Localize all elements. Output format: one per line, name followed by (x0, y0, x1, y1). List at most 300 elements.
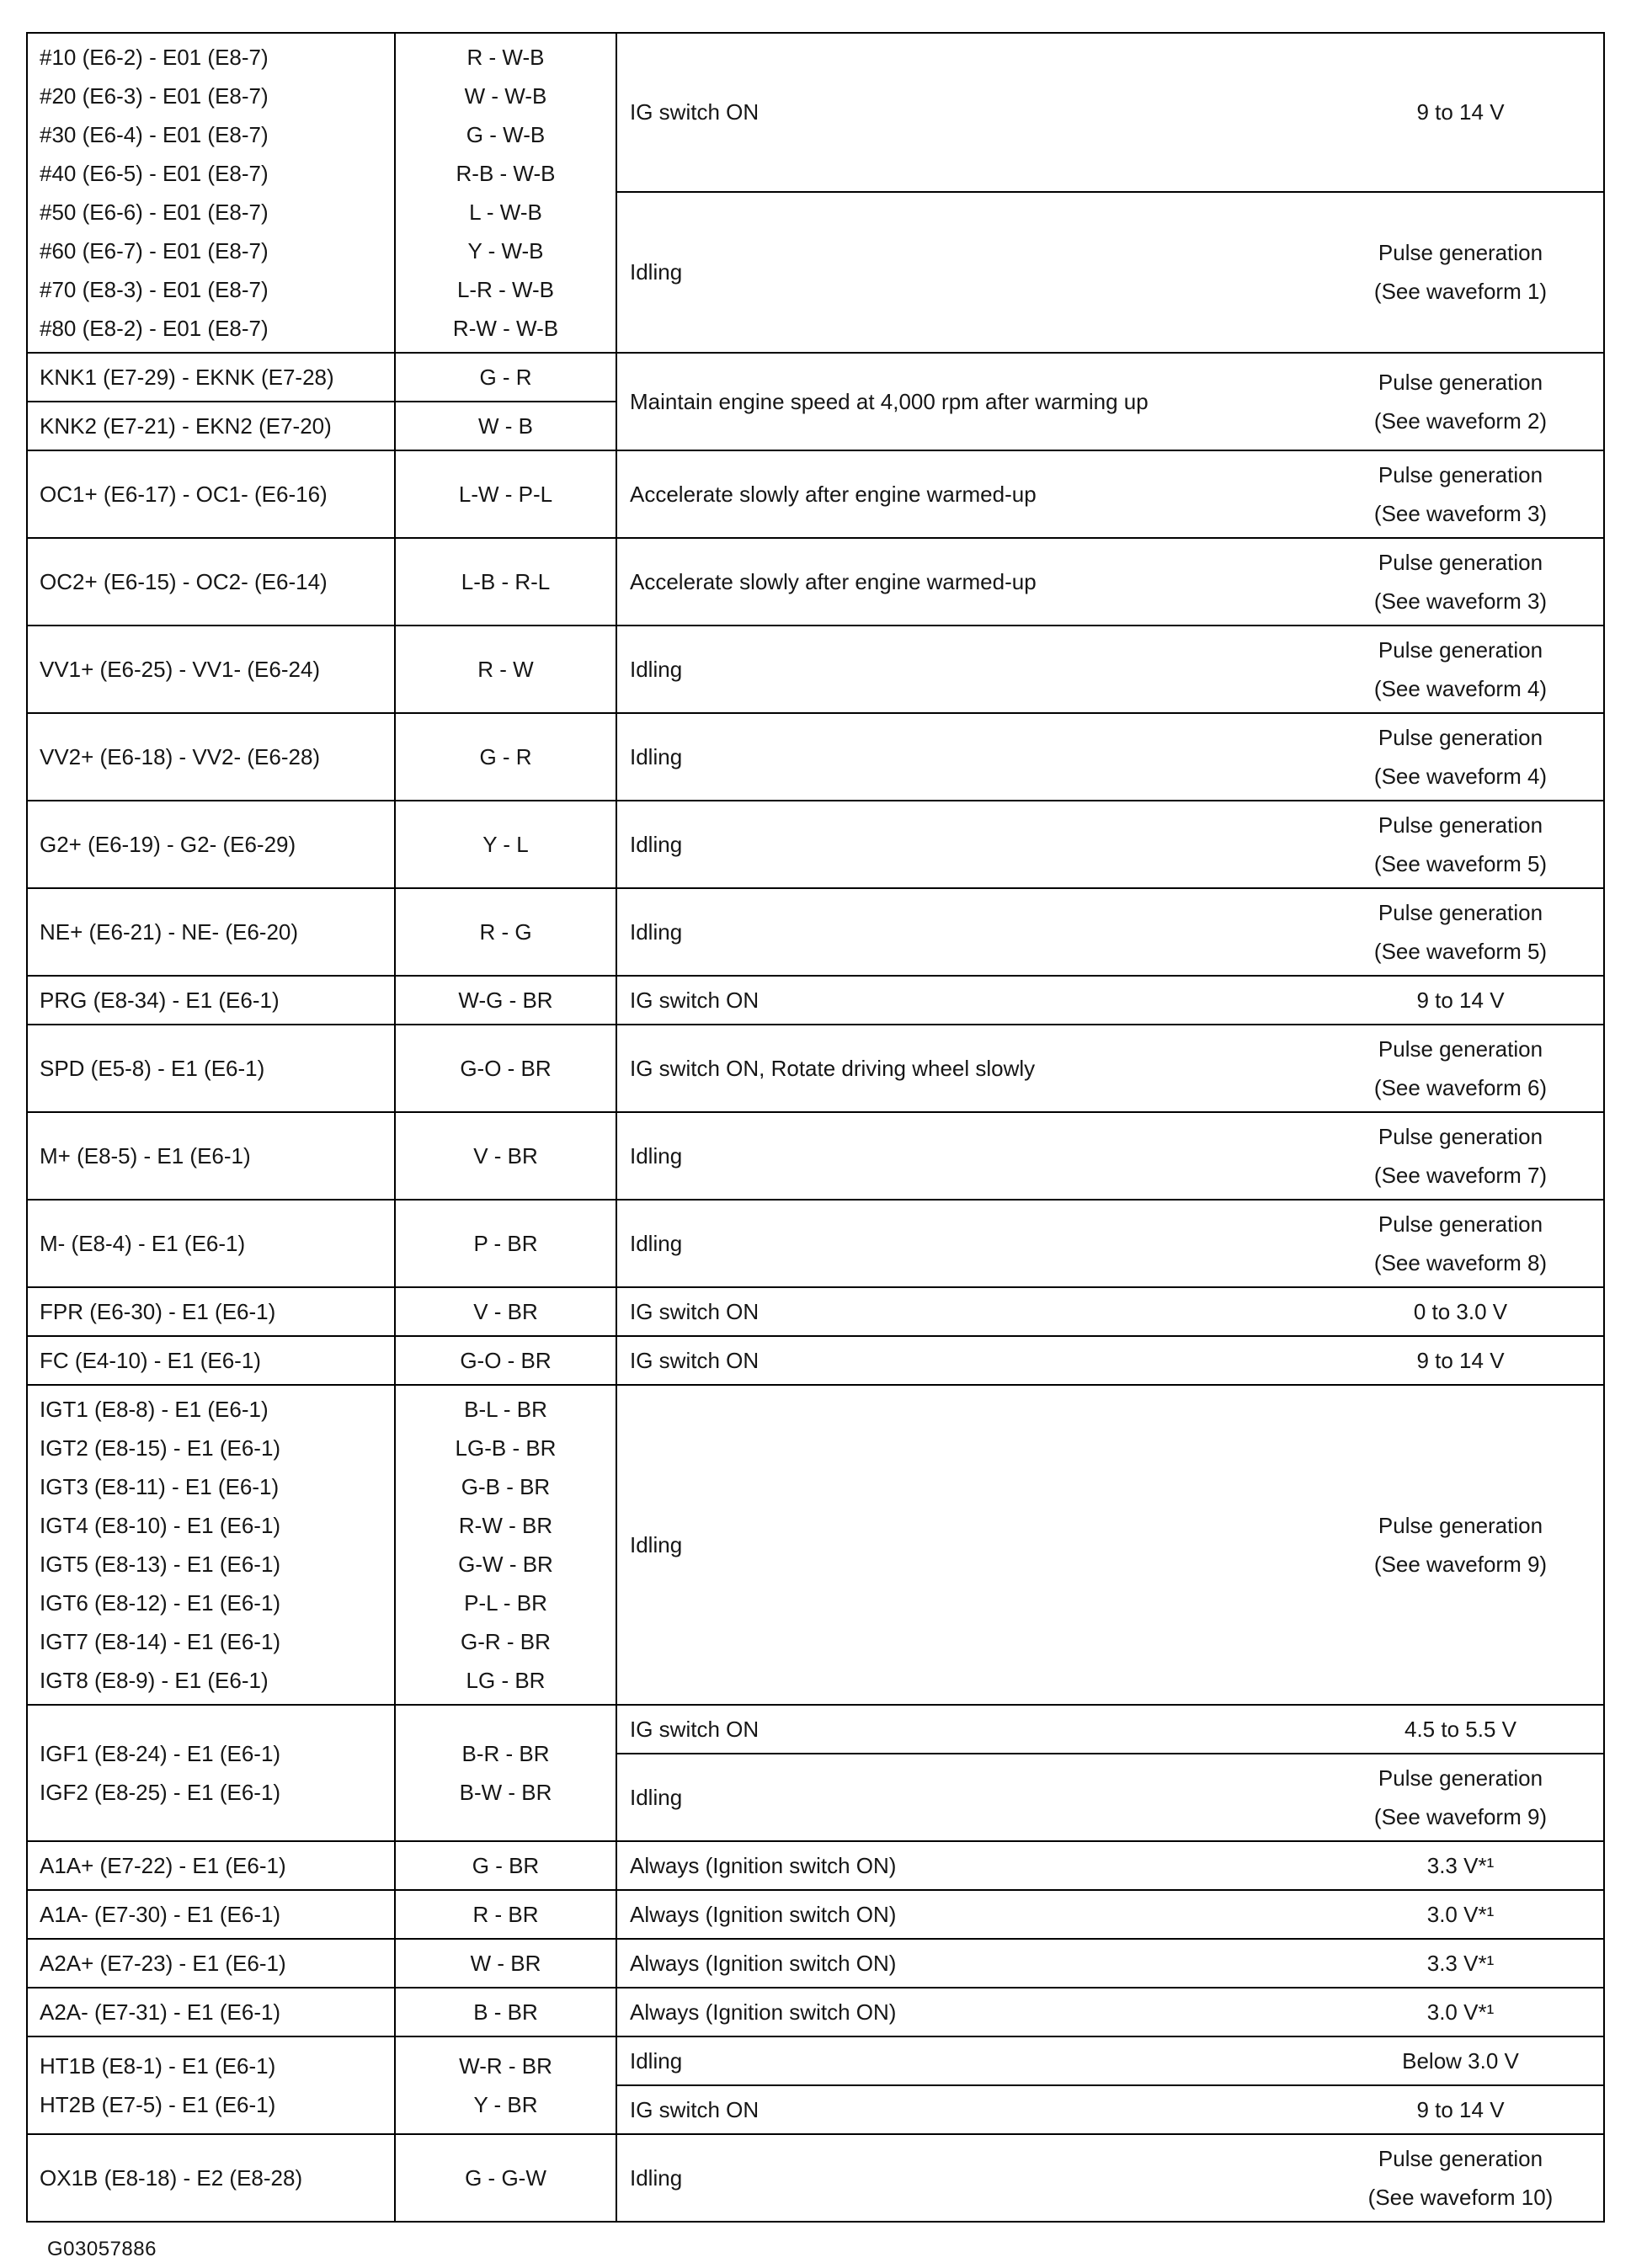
condition-cell (617, 1842, 1318, 1889)
value-text: 9 to 14 V (1416, 1348, 1505, 1373)
table-row (28, 1335, 1603, 1384)
terminal-text: VV2+ (E6-18) - VV2- (E6-28) (40, 744, 321, 769)
terminal-color-group (28, 1386, 617, 1704)
terminal-subrow (28, 401, 616, 450)
condition-value-group (617, 626, 1603, 712)
terminal-subrow (28, 889, 616, 975)
terminal-cell (28, 1288, 396, 1335)
condition-cell (617, 1386, 1318, 1704)
terminal-cell (28, 801, 396, 887)
condition-cell (617, 1337, 1318, 1384)
wire-color-cell (396, 1025, 616, 1111)
terminal-subrow (28, 539, 616, 625)
wire-color-cell (396, 977, 616, 1024)
terminal-subrow (28, 1201, 616, 1286)
terminal-subrow (28, 1891, 616, 1938)
wire-color-text: R - G (479, 919, 532, 945)
value-cell (1318, 1706, 1603, 1753)
value-text: Below 3.0 V (1402, 2048, 1519, 2074)
value-text: Pulse generation (1378, 812, 1543, 838)
wire-color-text: G - R (479, 365, 532, 390)
terminal-cell (28, 1940, 396, 1987)
table-row (28, 1987, 1603, 2036)
terminal-color-group (28, 626, 617, 712)
terminal-color-group (28, 1940, 617, 1987)
terminal-color-group (28, 1113, 617, 1199)
wire-color-text: G - W-B (466, 122, 546, 147)
terminal-text: OC1+ (E6-17) - OC1- (E6-16) (40, 482, 328, 507)
terminal-text: IGT4 (E8-10) - E1 (E6-1) (40, 1513, 281, 1538)
value-cell (1318, 1386, 1603, 1704)
value-cell (1318, 193, 1603, 352)
terminal-cell (28, 1201, 396, 1286)
terminal-color-group (28, 1706, 617, 1840)
table-row (28, 1840, 1603, 1889)
condition-subrow (617, 191, 1603, 352)
terminal-color-group (28, 1025, 617, 1111)
terminal-text: KNK1 (E7-29) - EKNK (E7-28) (40, 365, 334, 390)
condition-value-group (617, 889, 1603, 975)
terminal-text: IGT2 (E8-15) - E1 (E6-1) (40, 1435, 281, 1461)
value-text: Pulse generation (1378, 2146, 1543, 2171)
condition-text: Idling (630, 1143, 683, 1169)
terminal-text: IGT5 (E8-13) - E1 (E6-1) (40, 1552, 281, 1577)
terminal-subrow (28, 1706, 616, 1840)
value-text: (See waveform 8) (1373, 1250, 1548, 1275)
wire-color-cell (396, 1337, 616, 1384)
wire-color-cell (396, 889, 616, 975)
value-text: Pulse generation (1378, 1124, 1543, 1149)
wire-color-text: B-R - BR (461, 1741, 550, 1766)
wire-color-cell (396, 1288, 616, 1335)
table-row (28, 1704, 1603, 1840)
condition-cell (617, 1891, 1318, 1938)
terminal-subrow (28, 1025, 616, 1111)
table-row (28, 1938, 1603, 1987)
condition-cell (617, 1940, 1318, 1987)
condition-text: Maintain engine speed at 4,000 rpm after warming up (630, 389, 1149, 414)
condition-subrow (617, 354, 1603, 450)
value-cell (1318, 34, 1603, 191)
terminal-cell (28, 2037, 396, 2133)
terminal-cell (28, 889, 396, 975)
terminal-color-group (28, 2135, 617, 2221)
condition-value-group (617, 451, 1603, 537)
wire-color-cell (396, 1988, 616, 2036)
condition-text: Idling (630, 1231, 683, 1256)
condition-text: Idling (630, 832, 683, 857)
value-text: 4.5 to 5.5 V (1404, 1717, 1516, 1742)
wire-color-text: V - BR (473, 1143, 538, 1169)
terminal-text: SPD (E5-8) - E1 (E6-1) (40, 1056, 265, 1081)
condition-cell (617, 801, 1318, 887)
value-cell (1318, 1337, 1603, 1384)
wire-color-text: Y - W-B (467, 238, 544, 264)
terminal-text: #40 (E6-5) - E01 (E8-7) (40, 161, 269, 186)
condition-subrow (617, 1753, 1603, 1840)
wire-color-text: G - R (479, 744, 532, 769)
wire-color-text: G - G-W (465, 2165, 546, 2191)
terminal-text: M- (E8-4) - E1 (E6-1) (40, 1231, 246, 1256)
value-cell (1318, 1842, 1603, 1889)
terminal-subrow (28, 1940, 616, 1987)
terminal-text: FPR (E6-30) - E1 (E6-1) (40, 1299, 276, 1324)
terminal-text: IGF2 (E8-25) - E1 (E6-1) (40, 1780, 281, 1805)
condition-value-group (617, 977, 1603, 1024)
terminal-color-group (28, 1988, 617, 2036)
condition-text: Idling (630, 2048, 683, 2074)
value-text: Pulse generation (1378, 1211, 1543, 1237)
table-row (28, 1111, 1603, 1199)
condition-text: IG switch ON (630, 2097, 760, 2122)
wire-color-cell (396, 714, 616, 800)
table-row (28, 2133, 1603, 2221)
terminal-text: OC2+ (E6-15) - OC2- (E6-14) (40, 569, 328, 594)
value-cell (1318, 801, 1603, 887)
condition-subrow (617, 1386, 1603, 1704)
condition-cell (617, 2037, 1318, 2084)
terminal-text: HT2B (E7-5) - E1 (E6-1) (40, 2092, 276, 2117)
condition-cell (617, 1288, 1318, 1335)
terminal-text: NE+ (E6-21) - NE- (E6-20) (40, 919, 299, 945)
terminal-cell (28, 1842, 396, 1889)
condition-value-group (617, 1386, 1603, 1704)
condition-cell (617, 889, 1318, 975)
wire-color-text: L - W-B (469, 200, 542, 225)
value-text: (See waveform 10) (1367, 2185, 1554, 2210)
terminal-text: #60 (E6-7) - E01 (E8-7) (40, 238, 269, 264)
condition-cell (617, 2086, 1318, 2133)
condition-text: Accelerate slowly after engine warmed-up (630, 482, 1037, 507)
value-cell (1318, 714, 1603, 800)
terminal-subrow (28, 801, 616, 887)
wire-color-text: R - BR (472, 1902, 539, 1927)
wire-color-text: R - W-B (466, 45, 545, 70)
terminal-text: M+ (E8-5) - E1 (E6-1) (40, 1143, 251, 1169)
terminal-subrow (28, 1988, 616, 2036)
terminal-text: #20 (E6-3) - E01 (E8-7) (40, 83, 269, 109)
terminal-color-group (28, 714, 617, 800)
value-text: (See waveform 2) (1373, 408, 1548, 434)
terminal-subrow (28, 2037, 616, 2133)
condition-subrow (617, 2037, 1603, 2084)
value-cell (1318, 1201, 1603, 1286)
terminal-color-group (28, 539, 617, 625)
condition-subrow (617, 2084, 1603, 2133)
value-text: Pulse generation (1378, 1765, 1543, 1791)
terminal-text: KNK2 (E7-21) - EKN2 (E7-20) (40, 413, 332, 439)
table-row (28, 800, 1603, 887)
wire-color-text: LG-B - BR (455, 1435, 557, 1461)
condition-cell (617, 539, 1318, 625)
wire-color-cell (396, 34, 616, 352)
wire-color-cell (396, 451, 616, 537)
condition-value-group (617, 539, 1603, 625)
terminal-subrow (28, 1288, 616, 1335)
terminal-color-group (28, 977, 617, 1024)
wire-color-cell (396, 539, 616, 625)
condition-value-group (617, 801, 1603, 887)
wire-color-cell (396, 2037, 616, 2133)
condition-value-group (617, 1201, 1603, 1286)
value-text: (See waveform 9) (1373, 1804, 1548, 1829)
value-cell (1318, 1113, 1603, 1199)
terminal-color-group (28, 801, 617, 887)
table-row (28, 712, 1603, 800)
wire-color-text: B-L - BR (464, 1397, 547, 1422)
value-text: 0 to 3.0 V (1413, 1299, 1508, 1324)
terminal-cell (28, 977, 396, 1024)
value-text: Pulse generation (1378, 240, 1543, 266)
condition-cell (617, 714, 1318, 800)
terminal-subrow (28, 977, 616, 1024)
terminal-cell (28, 2135, 396, 2221)
condition-text: Idling (630, 1785, 683, 1810)
terminal-cell (28, 714, 396, 800)
table-row (28, 1384, 1603, 1704)
condition-text: IG switch ON (630, 988, 760, 1013)
terminal-cell (28, 34, 396, 352)
condition-text: Idling (630, 1532, 683, 1557)
wire-color-text: G-R - BR (461, 1629, 551, 1654)
value-cell (1318, 2037, 1603, 2084)
wire-color-text: P - BR (473, 1231, 538, 1256)
value-cell (1318, 354, 1603, 450)
terminal-subrow (28, 626, 616, 712)
condition-text: Idling (630, 259, 683, 285)
wire-color-text: LG - BR (466, 1668, 546, 1693)
table-row (28, 34, 1603, 352)
terminal-subrow (28, 2135, 616, 2221)
terminal-color-group (28, 451, 617, 537)
condition-subrow (617, 2135, 1603, 2221)
condition-text: IG switch ON, Rotate driving wheel slowly (630, 1056, 1036, 1081)
condition-subrow (617, 1113, 1603, 1199)
value-text: Pulse generation (1378, 900, 1543, 925)
terminal-text: #50 (E6-6) - E01 (E8-7) (40, 200, 269, 225)
terminal-subrow (28, 451, 616, 537)
wire-color-text: L-W - P-L (458, 482, 553, 507)
terminal-color-group (28, 2037, 617, 2133)
terminal-cell (28, 354, 396, 401)
table-row (28, 1024, 1603, 1111)
condition-cell (617, 1754, 1318, 1840)
wire-color-text: W - B (478, 413, 533, 439)
value-text: Pulse generation (1378, 370, 1543, 395)
terminal-text: #80 (E8-2) - E01 (E8-7) (40, 316, 269, 341)
terminal-text: FC (E4-10) - E1 (E6-1) (40, 1348, 261, 1373)
wire-color-text: G-O - BR (460, 1348, 552, 1373)
condition-text: IG switch ON (630, 1299, 760, 1324)
condition-cell (617, 1113, 1318, 1199)
wire-color-text: Y - L (482, 832, 529, 857)
terminal-cell (28, 1113, 396, 1199)
condition-subrow (617, 1288, 1603, 1335)
wire-color-cell (396, 1940, 616, 1987)
condition-cell (617, 1988, 1318, 2036)
value-cell (1318, 626, 1603, 712)
terminal-subrow (28, 1113, 616, 1199)
condition-cell (617, 2135, 1318, 2221)
wire-color-text: V - BR (473, 1299, 538, 1324)
wire-color-cell (396, 354, 616, 401)
table-row (28, 1286, 1603, 1335)
terminal-subrow (28, 354, 616, 401)
condition-value-group (617, 2037, 1603, 2133)
wire-color-cell (396, 2135, 616, 2221)
condition-subrow (617, 1201, 1603, 1286)
wire-color-cell (396, 1891, 616, 1938)
condition-subrow (617, 889, 1603, 975)
value-cell (1318, 1940, 1603, 1987)
value-cell (1318, 1288, 1603, 1335)
terminal-text: PRG (E8-34) - E1 (E6-1) (40, 988, 280, 1013)
terminal-text: A2A+ (E7-23) - E1 (E6-1) (40, 1951, 286, 1976)
condition-cell (617, 354, 1318, 450)
terminal-cell (28, 1025, 396, 1111)
condition-value-group (617, 1025, 1603, 1111)
condition-subrow (617, 1842, 1603, 1889)
value-text: (See waveform 5) (1373, 939, 1548, 964)
condition-value-group (617, 1940, 1603, 1987)
condition-subrow (617, 451, 1603, 537)
terminal-color-group (28, 1201, 617, 1286)
value-cell (1318, 1025, 1603, 1111)
condition-text: Accelerate slowly after engine warmed-up (630, 569, 1037, 594)
wire-color-cell (396, 626, 616, 712)
value-text: 3.0 V*¹ (1426, 1902, 1495, 1927)
value-cell (1318, 2086, 1603, 2133)
terminal-text: #30 (E6-4) - E01 (E8-7) (40, 122, 269, 147)
wire-color-cell (396, 1706, 616, 1840)
table-row (28, 625, 1603, 712)
condition-text: Idling (630, 919, 683, 945)
value-text: 9 to 14 V (1416, 988, 1505, 1013)
figure-id: G03057886 (47, 2238, 157, 2260)
terminal-cell (28, 626, 396, 712)
value-text: Pulse generation (1378, 637, 1543, 663)
terminal-cell (28, 1337, 396, 1384)
condition-value-group (617, 1113, 1603, 1199)
condition-text: IG switch ON (630, 99, 760, 125)
table-row (28, 450, 1603, 537)
wire-color-cell (396, 1386, 616, 1704)
wire-color-cell (396, 801, 616, 887)
wire-color-text: B - BR (473, 1999, 538, 2025)
wire-color-text: R-W - BR (458, 1513, 553, 1538)
wire-color-cell (396, 1201, 616, 1286)
terminal-text: IGT8 (E8-9) - E1 (E6-1) (40, 1668, 269, 1693)
condition-value-group (617, 1891, 1603, 1938)
terminal-text: IGT7 (E8-14) - E1 (E6-1) (40, 1629, 281, 1654)
condition-text: IG switch ON (630, 1717, 760, 1742)
wire-color-cell (396, 1113, 616, 1199)
wire-color-text: R - W (477, 657, 534, 682)
terminal-color-group (28, 1891, 617, 1938)
value-text: 3.3 V*¹ (1426, 1951, 1495, 1976)
terminal-voltage-table (26, 32, 1605, 2223)
condition-subrow (617, 1706, 1603, 1753)
terminal-text: OX1B (E8-18) - E2 (E8-28) (40, 2165, 303, 2191)
terminal-text: A1A- (E7-30) - E1 (E6-1) (40, 1902, 281, 1927)
value-text: 3.3 V*¹ (1426, 1853, 1495, 1878)
terminal-text: VV1+ (E6-25) - VV1- (E6-24) (40, 657, 321, 682)
table-row (28, 352, 1603, 450)
condition-subrow (617, 34, 1603, 191)
condition-value-group (617, 1706, 1603, 1840)
terminal-text: A1A+ (E7-22) - E1 (E6-1) (40, 1853, 286, 1878)
terminal-subrow (28, 1337, 616, 1384)
value-cell (1318, 1988, 1603, 2036)
condition-cell (617, 1706, 1318, 1753)
condition-cell (617, 1201, 1318, 1286)
terminal-text: IGT3 (E8-11) - E1 (E6-1) (40, 1474, 280, 1499)
condition-text: Always (Ignition switch ON) (630, 1951, 897, 1976)
condition-value-group (617, 34, 1603, 352)
table-row (28, 975, 1603, 1024)
terminal-cell (28, 1988, 396, 2036)
wire-color-cell (396, 402, 616, 450)
terminal-cell (28, 1706, 396, 1840)
condition-text: Always (Ignition switch ON) (630, 1902, 897, 1927)
value-text: Pulse generation (1378, 1036, 1543, 1062)
wire-color-text: B-W - BR (459, 1780, 552, 1805)
value-cell (1318, 1754, 1603, 1840)
wire-color-text: R-B - W-B (456, 161, 556, 186)
terminal-text: #10 (E6-2) - E01 (E8-7) (40, 45, 269, 70)
condition-value-group (617, 2135, 1603, 2221)
wire-color-text: Y - BR (473, 2092, 538, 2117)
value-text: (See waveform 6) (1373, 1075, 1548, 1100)
condition-subrow (617, 1337, 1603, 1384)
condition-text: IG switch ON (630, 1348, 760, 1373)
wire-color-text: G-O - BR (460, 1056, 552, 1081)
terminal-cell (28, 402, 396, 450)
wire-color-text: W-R - BR (459, 2053, 552, 2079)
terminal-text: IGT6 (E8-12) - E1 (E6-1) (40, 1590, 281, 1616)
wire-color-text: L-R - W-B (456, 277, 555, 302)
terminal-color-group (28, 1288, 617, 1335)
condition-subrow (617, 626, 1603, 712)
wire-color-text: L-B - R-L (461, 569, 551, 594)
value-text: 9 to 14 V (1416, 99, 1505, 125)
condition-subrow (617, 1891, 1603, 1938)
condition-cell (617, 977, 1318, 1024)
terminal-cell (28, 539, 396, 625)
value-text: Pulse generation (1378, 725, 1543, 750)
value-text: 9 to 14 V (1416, 2097, 1505, 2122)
wire-color-text: G-B - BR (461, 1474, 551, 1499)
wire-color-text: P-L - BR (464, 1590, 547, 1616)
value-cell (1318, 539, 1603, 625)
condition-subrow (617, 801, 1603, 887)
terminal-subrow (28, 714, 616, 800)
condition-subrow (617, 539, 1603, 625)
value-text: Pulse generation (1378, 462, 1543, 487)
condition-text: Always (Ignition switch ON) (630, 1853, 897, 1878)
terminal-color-group (28, 1337, 617, 1384)
wire-color-text: G-W - BR (458, 1552, 553, 1577)
terminal-color-group (28, 1842, 617, 1889)
value-text: (See waveform 9) (1373, 1552, 1548, 1577)
value-cell (1318, 451, 1603, 537)
value-text: (See waveform 4) (1373, 764, 1548, 789)
value-cell (1318, 2135, 1603, 2221)
condition-value-group (617, 1337, 1603, 1384)
condition-value-group (617, 1988, 1603, 2036)
wire-color-cell (396, 1842, 616, 1889)
terminal-color-group (28, 889, 617, 975)
